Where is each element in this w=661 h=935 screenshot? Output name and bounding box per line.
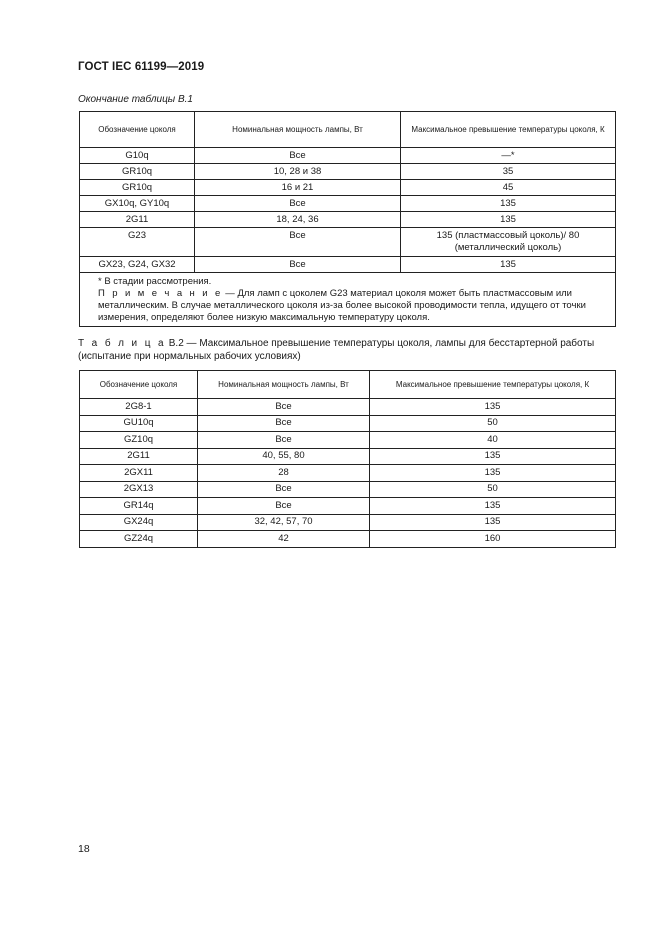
- cell-power: Все: [195, 196, 401, 212]
- cell-temperature: 45: [401, 180, 616, 196]
- cell-temperature: 135: [401, 196, 616, 212]
- cell-power: Все: [198, 498, 370, 515]
- cell-base: 2GX13: [80, 481, 198, 498]
- column-header-power: Номинальная мощность лампы, Вт: [195, 112, 401, 148]
- cell-temperature: 135: [370, 498, 616, 515]
- cell-power: Все: [195, 148, 401, 164]
- note-label: П р и м е ч а н и е: [98, 288, 223, 299]
- cell-power: 32, 42, 57, 70: [198, 514, 370, 531]
- column-header-base: Обозначение цоколя: [80, 112, 195, 148]
- table-row: [80, 257, 616, 273]
- cell-temperature: 135: [370, 465, 616, 482]
- cell-power: Все: [195, 228, 401, 257]
- cell-temperature: 135: [370, 514, 616, 531]
- table-row: [80, 212, 616, 228]
- cell-base: G23: [80, 228, 195, 257]
- table-notes: [80, 273, 616, 327]
- cell-power: 10, 28 и 38: [195, 164, 401, 180]
- cell-base: 2G8-1: [80, 399, 198, 416]
- footnote: * В стадии рассмотрения.: [98, 276, 212, 287]
- table-row: [80, 148, 616, 164]
- cell-power: 28: [198, 465, 370, 482]
- table-notes-row: [80, 273, 616, 327]
- cell-temperature: 135: [370, 399, 616, 416]
- cell-power: Все: [198, 399, 370, 416]
- cell-power: 42: [198, 531, 370, 548]
- table-row: [80, 196, 616, 212]
- cell-base: GR10q: [80, 180, 195, 196]
- column-header-temperature: Максимальное превышение температуры цоколя, К: [401, 112, 616, 148]
- table-row: [80, 399, 616, 416]
- column-header-power: Номинальная мощность лампы, Вт: [198, 371, 370, 399]
- table-row: [80, 228, 616, 257]
- cell-temperature: 135 (пластмассовый цоколь)/ 80 (металлический цоколь): [401, 228, 616, 257]
- cell-base: GZ24q: [80, 531, 198, 548]
- cell-base: GR10q: [80, 164, 195, 180]
- cell-base: GX10q, GY10q: [80, 196, 195, 212]
- cell-temperature: 50: [370, 415, 616, 432]
- cell-base: 2G11: [80, 212, 195, 228]
- table-row: [80, 498, 616, 515]
- cell-base: GX24q: [80, 514, 198, 531]
- cell-temperature: 50: [370, 481, 616, 498]
- document-header: ГОСТ IEC 61199—2019: [78, 61, 205, 73]
- table-row: [80, 415, 616, 432]
- column-header-temperature: Максимальное превышение температуры цоколя, К: [370, 371, 616, 399]
- table-caption-label: Т а б л и ц а: [78, 338, 166, 349]
- table-header-row: [80, 371, 616, 399]
- column-header-base: Обозначение цоколя: [80, 371, 198, 399]
- base-temperature-table-continued: [79, 111, 616, 327]
- cell-temperature: 160: [370, 531, 616, 548]
- cell-temperature: —*: [401, 148, 616, 164]
- table-header-row: [80, 112, 616, 148]
- cell-power: Все: [198, 432, 370, 449]
- cell-base: GU10q: [80, 415, 198, 432]
- cell-power: 18, 24, 36: [195, 212, 401, 228]
- cell-base: GZ10q: [80, 432, 198, 449]
- table-row: [80, 180, 616, 196]
- table-caption: [78, 337, 616, 363]
- table-continuation-caption: Окончание таблицы В.1: [78, 94, 193, 105]
- cell-base: GX23, G24, GX32: [80, 257, 195, 273]
- page-number: 18: [78, 843, 90, 855]
- cell-base: 2G11: [80, 448, 198, 465]
- table-row: [80, 164, 616, 180]
- cell-temperature: 35: [401, 164, 616, 180]
- table-row: [80, 448, 616, 465]
- cell-temperature: 40: [370, 432, 616, 449]
- cell-base: G10q: [80, 148, 195, 164]
- table-row: [80, 514, 616, 531]
- base-temperature-table-starterless: [79, 370, 616, 548]
- cell-base: GR14q: [80, 498, 198, 515]
- cell-power: 16 и 21: [195, 180, 401, 196]
- note-text: — Для ламп с цоколем G23 материал цоколя может быть пластмассовым или металлическим. В случае металлического цоколя из-за более высокой проводимости тепла, идущего от точки измерения, определяют более низкую максимальную температуру цоколя.: [98, 288, 586, 323]
- table-row: [80, 481, 616, 498]
- table-row: [80, 531, 616, 548]
- cell-power: Все: [198, 481, 370, 498]
- table-row: [80, 465, 616, 482]
- note: [88, 288, 611, 324]
- cell-power: 40, 55, 80: [198, 448, 370, 465]
- cell-power: Все: [195, 257, 401, 273]
- cell-base: 2GX11: [80, 465, 198, 482]
- cell-temperature: 135: [401, 212, 616, 228]
- cell-temperature: 135: [401, 257, 616, 273]
- table-row: [80, 432, 616, 449]
- cell-power: Все: [198, 415, 370, 432]
- table-caption-text: В.2 — Максимальное превышение температуры цоколя, лампы для бесстартерной работы (испытание при нормальных рабочих условиях): [78, 338, 595, 362]
- cell-temperature: 135: [370, 448, 616, 465]
